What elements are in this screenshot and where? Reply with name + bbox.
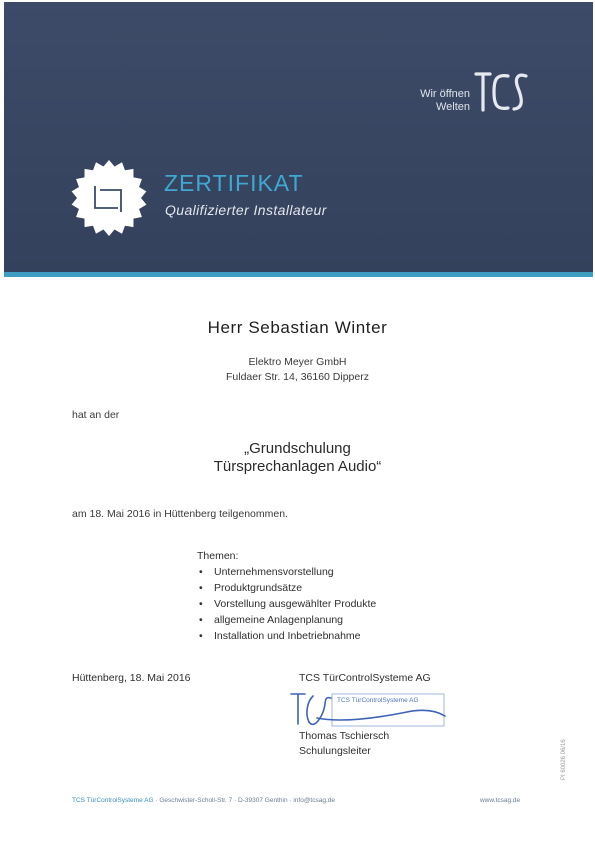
signer-block bbox=[299, 729, 389, 759]
theme-item bbox=[197, 628, 376, 644]
theme-label: allgemeine Anlagenplanung bbox=[214, 614, 344, 626]
slogan-line-2: Welten bbox=[435, 101, 470, 113]
footer-website-link[interactable]: www.tcsag.de bbox=[480, 797, 521, 804]
themes-list bbox=[197, 564, 376, 644]
theme-label: Installation und Inbetriebnahme bbox=[214, 630, 361, 642]
footer-brand: TCS TürControlSysteme AG bbox=[72, 797, 154, 804]
themes-section bbox=[197, 548, 376, 644]
recipient-name: Herr Sebastian Winter bbox=[207, 318, 388, 337]
course-title-line-2: Türsprechanlagen Audio“ bbox=[213, 458, 382, 475]
theme-label: Produktgrundsätze bbox=[214, 582, 303, 594]
signer-name: Thomas Tschiersch bbox=[299, 730, 390, 742]
footer-address-text: · Geschwister-Scholl-Str. 7 · D-39307 Genthin · info@tcsag.de bbox=[155, 797, 335, 804]
bullet-icon: • bbox=[199, 566, 203, 578]
theme-item bbox=[197, 580, 376, 596]
theme-item bbox=[197, 612, 376, 628]
recipient-address: Fuldaer Str. 14, 36160 Dipperz bbox=[225, 371, 369, 383]
document-reference: PI 60026 06/16 bbox=[561, 739, 567, 780]
issuing-company: TCS TürControlSysteme AG bbox=[299, 672, 431, 684]
signer-title: Schulungsleiter bbox=[299, 745, 371, 757]
bullet-icon: • bbox=[199, 598, 203, 610]
bullet-icon: • bbox=[199, 582, 203, 594]
tcs-logo bbox=[474, 68, 530, 114]
theme-label: Vorstellung ausgewählter Produkte bbox=[214, 598, 377, 610]
participation-date: am 18. Mai 2016 in Hüttenberg teilgenommen. bbox=[72, 508, 288, 520]
place-and-date: Hüttenberg, 18. Mai 2016 bbox=[72, 672, 191, 684]
certificate-seal-icon bbox=[70, 159, 148, 237]
bullet-icon: • bbox=[199, 630, 203, 642]
course-title bbox=[0, 440, 595, 476]
slogan bbox=[398, 88, 470, 114]
themes-heading: Themen: bbox=[197, 550, 239, 562]
certificate-title: ZERTIFIKAT bbox=[164, 170, 304, 196]
certificate-subtitle: Qualifizierter Installateur bbox=[165, 202, 327, 218]
theme-item bbox=[197, 596, 376, 612]
recipient-company-block bbox=[0, 355, 595, 385]
theme-item bbox=[197, 564, 376, 580]
intro-text: hat an der bbox=[72, 409, 120, 421]
footer-address bbox=[72, 797, 335, 804]
course-title-line-1: „Grundschulung bbox=[244, 440, 351, 457]
header-accent-rule bbox=[4, 272, 593, 277]
slogan-line-1: Wir öffnen bbox=[420, 88, 470, 100]
bullet-icon: • bbox=[199, 614, 203, 626]
recipient-company: Elektro Meyer GmbH bbox=[248, 356, 347, 368]
theme-label: Unternehmensvorstellung bbox=[214, 566, 334, 578]
stamp-text: TCS TürControlSysteme AG bbox=[337, 697, 419, 704]
